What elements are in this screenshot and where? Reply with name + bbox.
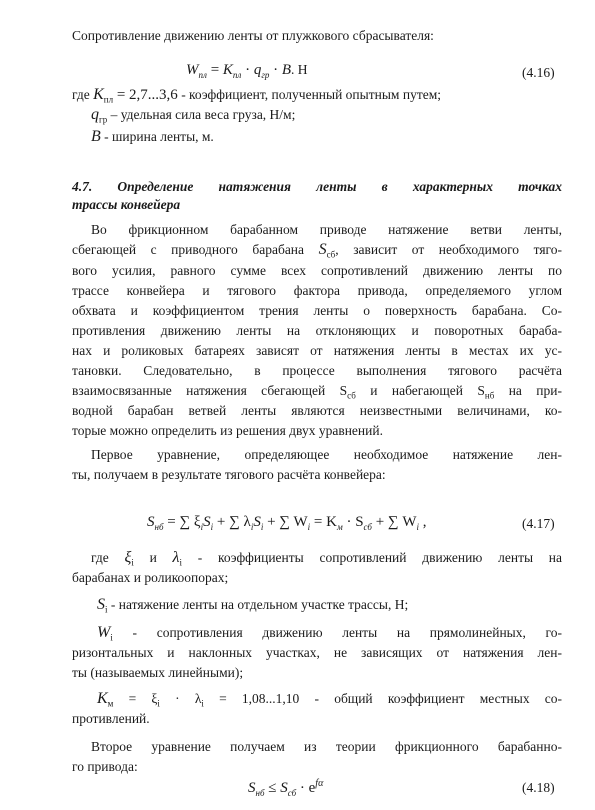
where-xi-line: где $\xi_i$ и $\lambda_i$ - коэффициенты сопротивлений движению ленты на bbox=[91, 549, 562, 568]
para3-line: Второе уравнение получаем из теории фрикционного барабанно- bbox=[91, 739, 562, 754]
section-heading-line1: 4.7. Определение натяжения ленты в характерных точках bbox=[72, 179, 562, 194]
where-w-line: $W_i$ - сопротивления движению ленты на прямолинейных, го- bbox=[97, 624, 562, 643]
equation-number-4-18: (4.18) bbox=[522, 780, 555, 795]
where-xi-line2: барабанах и роликоопорах; bbox=[72, 570, 229, 585]
para2-line: Первое уравнение, определяющее необходимое натяжение лен- bbox=[91, 447, 562, 462]
where-b-line: B - ширина ленты, м. bbox=[91, 128, 214, 145]
equation-4-17: $S_{нб}$ = ∑ $\xi_iS_i$ + ∑ $\lambda_iS_i$ + ∑ $W_i = K_м \cdot S_{сб}$ + ∑ $W_i$ , bbox=[147, 514, 427, 532]
where-k-line: где $K_{пл} = 2,7...3,6$ - коэффициент, полученный опытным путем; bbox=[72, 86, 442, 105]
equation-4-16: $W_{пл} = K_{пл} \cdot q_{гр} \cdot B$. Н bbox=[186, 62, 308, 80]
para1-line: обхвата и коэффициентом трения ленты о поверхность барабана. Со- bbox=[72, 303, 562, 318]
para1-line: вого усилия, равного сумме всех сопротивлений движению ленты по bbox=[72, 263, 562, 278]
where-q-line: $q_{гр}$ – удельная сила веса груза, Н/м; bbox=[91, 106, 296, 125]
equation-number-4-17: (4.17) bbox=[522, 516, 555, 531]
para1-line: Во фрикционном барабанном приводе натяжение ветви ленты, bbox=[91, 222, 562, 237]
where-w-line3: ты (называемых линейными); bbox=[72, 665, 244, 680]
para1-line: тановки. Следовательно, в процессе выполнения тягового расчёта bbox=[72, 363, 562, 378]
equation-number-4-16: (4.16) bbox=[522, 65, 555, 80]
para1-line: взаимосвязанные натяжения сбегающей $S_{сб}$ и набегающей $S_{нб}$ на при- bbox=[72, 383, 562, 401]
intro-text: Сопротивление движению ленты от плужкового сбрасывателя: bbox=[72, 28, 434, 43]
where-k-m-line2: противлений. bbox=[72, 711, 150, 726]
para3-line: го привода: bbox=[72, 759, 138, 774]
para1-line: водной барабан ветвей ленты являются неизвестными величинами, ко- bbox=[72, 403, 562, 418]
para1-line: сбегающей с приводного барабана $S_{сб}$, зависит от необходимого тяго- bbox=[72, 241, 562, 260]
section-heading-line2: трассы конвейера bbox=[72, 197, 181, 212]
para1-line: нах и роликовых батареях зависят от натяжения ленты в местах их ус- bbox=[72, 343, 562, 358]
equation-4-18: $S_{нб} \le S_{сб} \cdot e^{f\alpha}$ bbox=[248, 778, 324, 798]
para1-line: противления движению ленты на отклоняющих и поворотных бараба- bbox=[72, 323, 562, 338]
para2-line: ты, получаем в результате тягового расчёта конвейера: bbox=[72, 467, 386, 482]
para1-line: трассе конвейера и тягового фактора привода, определяемого углом bbox=[72, 283, 562, 298]
para1-line: торые можно определить из решения двух уравнений. bbox=[72, 423, 383, 438]
where-s-line: $S_i$ - натяжение ленты на отдельном участке трассы, Н; bbox=[97, 596, 409, 615]
where-w-line2: ризонтальных и наклонных участках, не зависящих от натяжения лен- bbox=[72, 645, 562, 660]
where-k-m-line: $K_м = \xi_i \cdot \lambda_i = 1,08...1,10$ - общий коэффициент местных со- bbox=[97, 690, 563, 709]
